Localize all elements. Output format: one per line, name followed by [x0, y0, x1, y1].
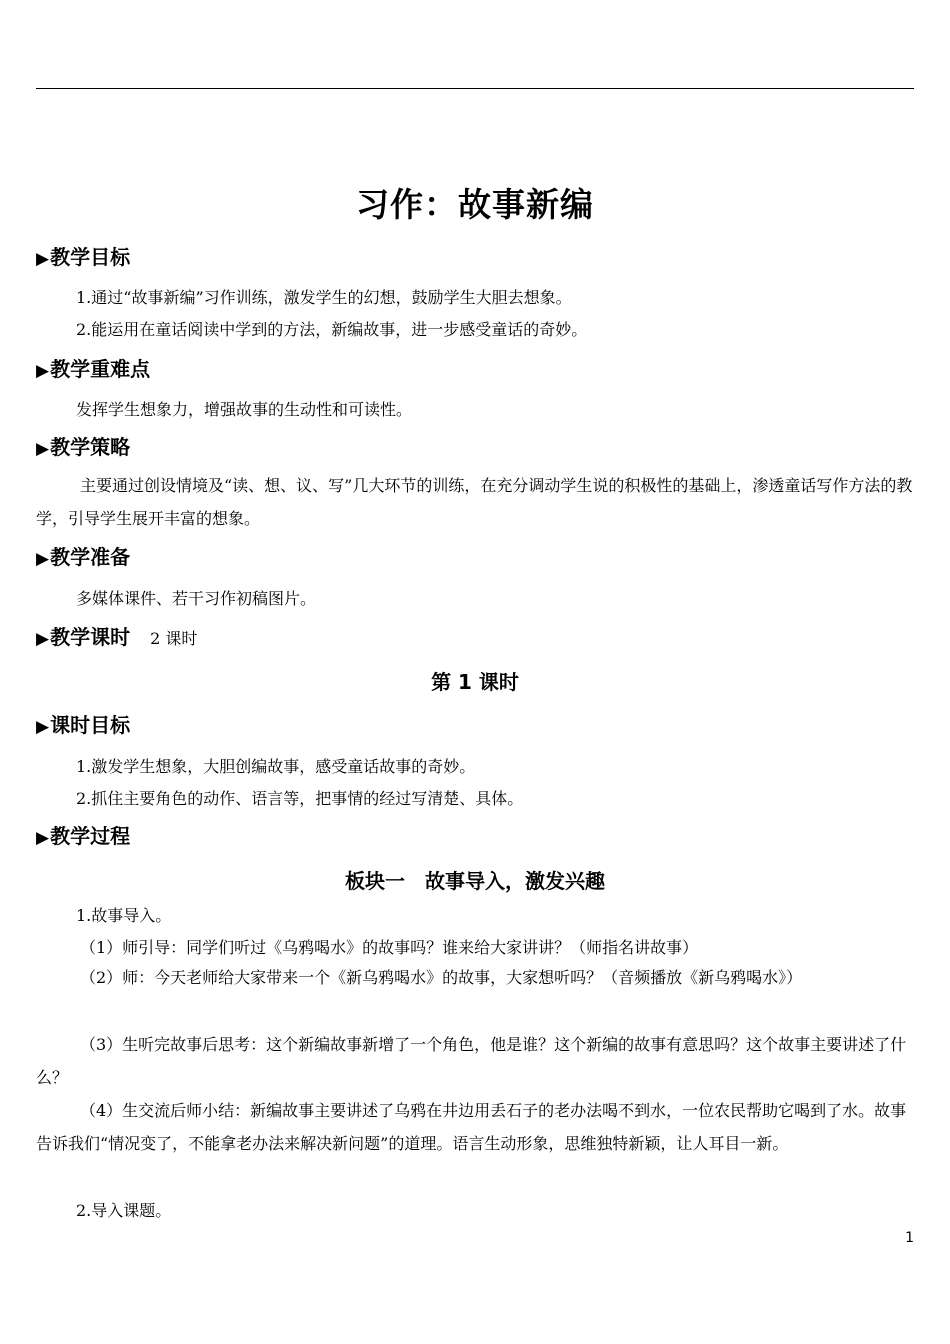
prep-heading: ▶教学准备 [36, 545, 131, 569]
step-item: 1.故事导入。 [76, 906, 172, 925]
strategy-text: 主要通过创设情境及“读、想、议、写”几大环节的训练，在充分调动学生说的积极性的基础上，渗透童话写作方法的教学，引导学生展开丰富的想象。 [36, 476, 913, 528]
lesson-goal-item: 2.抓住主要角色的动作、语言等，把事情的经过写清楚、具体。 [76, 789, 524, 808]
document-title: 习作：故事新编 [356, 185, 594, 224]
lesson-goal-heading: ▶课时目标 [36, 713, 131, 737]
triangle-bullet-icon: ▶ [36, 361, 50, 381]
key-heading: ▶教学重难点 [36, 357, 151, 381]
strategy-heading: ▶教学策略 [36, 435, 131, 459]
block-title: 板块一 故事导入，激发兴趣 [345, 869, 605, 893]
triangle-bullet-icon: ▶ [36, 717, 50, 737]
sub-step: （4）生交流后师小结：新编故事主要讲述了乌鸦在井边用丢石子的老办法喝不到水，一位农民帮助它喝到了水。故事告诉我们“情况变了，不能拿老办法来解决新问题”的道理。语言生动形象，思维独特新颖，让人耳目一新。 [36, 1101, 907, 1153]
goal-item: 1.通过“故事新编”习作训练，激发学生的幻想，鼓励学生大胆去想象。 [76, 288, 572, 307]
page-number: 1 [905, 1230, 914, 1246]
key-text: 发挥学生想象力，增强故事的生动性和可读性。 [76, 400, 413, 419]
header-rule [36, 88, 914, 89]
lesson-goal-item: 1.激发学生想象，大胆创编故事，感受童话故事的奇妙。 [76, 757, 476, 776]
goal-heading: ▶教学目标 [36, 245, 131, 269]
process-heading: ▶教学过程 [36, 824, 131, 848]
triangle-bullet-icon: ▶ [36, 439, 50, 459]
lesson-title: 第 1 课时 [431, 670, 519, 694]
sub-step: （1）师引导：同学们听过《乌鸦喝水》的故事吗？谁来给大家讲讲？（师指名讲故事） [80, 938, 699, 957]
period-heading: ▶教学课时 2 课时 [36, 625, 198, 649]
triangle-bullet-icon: ▶ [36, 828, 50, 848]
sub-step: （2）师：今天老师给大家带来一个《新乌鸦喝水》的故事，大家想听吗？（音频播放《新乌鸦喝水》） [80, 968, 803, 987]
triangle-bullet-icon: ▶ [36, 629, 50, 649]
step-item: 2.导入课题。 [76, 1201, 172, 1220]
triangle-bullet-icon: ▶ [36, 249, 50, 269]
triangle-bullet-icon: ▶ [36, 549, 50, 569]
sub-step: （3）生听完故事后思考：这个新编故事新增了一个角色，他是谁？这个新编的故事有意思吗？这个故事主要讲述了什么？ [36, 1035, 907, 1087]
prep-text: 多媒体课件、若干习作初稿图片。 [76, 589, 317, 608]
goal-item: 2.能运用在童话阅读中学到的方法，新编故事，进一步感受童话的奇妙。 [76, 320, 588, 339]
period-value: 2 课时 [150, 629, 198, 648]
